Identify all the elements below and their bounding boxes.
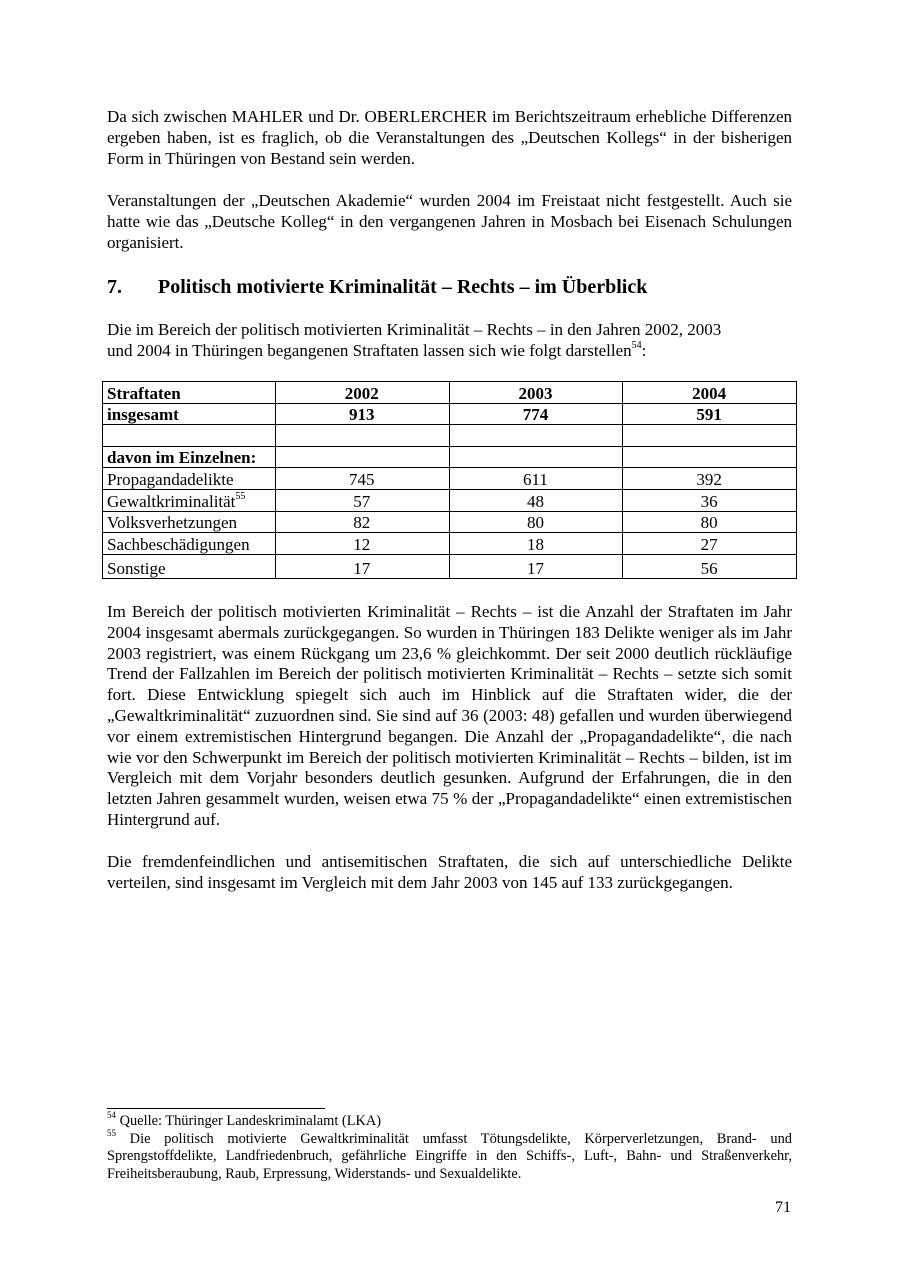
table-row: [103, 533, 797, 555]
table-empty-row: [103, 425, 797, 447]
footnote-number: 55: [107, 1127, 116, 1138]
table-section-row: [103, 446, 797, 468]
value-cell: 18: [449, 533, 623, 555]
table-row: [103, 511, 797, 533]
crime-statistics-table: [102, 381, 797, 579]
empty-cell: [449, 425, 623, 447]
footnote-54: [107, 1110, 792, 1131]
value-cell: 57: [275, 489, 449, 511]
value-cell: 745: [275, 468, 449, 490]
footnotes: [107, 1110, 792, 1183]
section-number: 7.: [107, 276, 122, 298]
table-header-row: [103, 382, 797, 404]
total-cell: 913: [275, 403, 449, 425]
value-cell: 17: [275, 554, 449, 578]
value-cell: 17: [449, 554, 623, 578]
row-label-cell: [103, 554, 276, 578]
row-label-cell: [103, 468, 276, 490]
row-label: Sachbeschädigungen: [107, 534, 250, 554]
value-cell: 36: [623, 489, 797, 511]
header-cell: 2002: [275, 382, 449, 404]
empty-cell: [623, 446, 797, 468]
row-label: Sonstige: [107, 558, 166, 578]
intro-line-2: und 2004 in Thüringen begangenen Straftaten lassen sich wie folgt darstellen: [107, 340, 632, 360]
header-cell: 2004: [623, 382, 797, 404]
row-label-cell: [103, 489, 276, 511]
row-label-cell: [103, 511, 276, 533]
table-row: [103, 489, 797, 511]
table-total-row: [103, 403, 797, 425]
total-cell: 774: [449, 403, 623, 425]
footnote-text: Quelle: Thüringer Landeskriminalamt (LKA): [116, 1113, 382, 1129]
intro-line-end: :: [641, 340, 647, 360]
paragraph-xenophobic: Die fremdenfeindlichen und antisemitischen Straftaten, die sich auf unterschiedliche Delikte verteilen, sind insgesamt im Vergleich mit dem Jahr 2003 von 145 auf 133 zurückgegangen.: [107, 852, 792, 892]
table-row: [103, 554, 797, 578]
value-cell: 56: [623, 554, 797, 578]
header-cell: 2003: [449, 382, 623, 404]
page-number: 71: [775, 1199, 791, 1216]
row-label: Propagandadelikte: [107, 469, 234, 489]
section-label-cell: davon im Einzelnen:: [103, 446, 276, 468]
value-cell: 82: [275, 511, 449, 533]
value-cell: 392: [623, 468, 797, 490]
value-cell: 611: [449, 468, 623, 490]
header-cell: Straftaten: [103, 382, 276, 404]
row-label: Volksverhetzungen: [107, 513, 237, 533]
section-title: Politisch motivierte Kriminalität – Rechts – im Überblick: [158, 276, 648, 298]
empty-cell: [103, 425, 276, 447]
value-cell: 80: [449, 511, 623, 533]
footnote-text: Die politisch motivierte Gewaltkriminalität umfasst Tötungsdelikte, Körperverletzungen, Brand- und Sprengstoffdelikte, Landfriedenbruch, gefährliche Eingriffe in den Schiffs-, Luft-, Bahn- und Straßenverkehr, Freiheitsberaubung, Raub, Erpressung, Widerstands- und Sexualdelikte.: [107, 1130, 792, 1182]
footnote-divider: [107, 1108, 325, 1109]
value-cell: 27: [623, 533, 797, 555]
footnote-55: [107, 1127, 792, 1184]
value-cell: 80: [623, 511, 797, 533]
paragraph-analysis: Im Bereich der politisch motivierten Kriminalität – Rechts – ist die Anzahl der Straftaten im Jahr 2004 insgesamt abermals zurückgegangen. So wurden in Thüringen 183 Delikte weniger als im Jahr 2003 registriert, was einem Rückgang um 23,6 % gleichkommt. Der seit 2000 deutlich rückläufige Trend der Fallzahlen im Bereich der politisch motivierten Kriminalität – Rechts – setzte sich somit fort. Diese Entwicklung spiegelt sich auch im Hinblick auf die Straftaten wider, die der „Gewaltkriminalität“ zuzuordnen sind. Sie sind auf 36 (2003: 48) gefallen und wurden überwiegend vor einem extremistischen Hintergrund begangen. Die Anzahl der „Propagandadelikte“, die nach wie vor den Schwerpunkt im Bereich der politisch motivierten Kriminalität – Rechts – bilden, ist im Vergleich mit dem Vorjahr besonders deutlich gesunken. Aufgrund der Erfahrungen, die in den letzten Jahren gesammelt wurden, weisen etwa 75 % der „Propagandadelikte“ einen extremistischen Hintergrund auf.: [107, 602, 792, 829]
paragraph-kolleg: Da sich zwischen MAHLER und Dr. OBERLERCHER im Berichtszeitraum erhebliche Differenzen ergeben haben, ist es fraglich, ob die Veranstaltungen des „Deutschen Kollegs“ in der bisherigen Form in Thüringen von Bestand sein werden.: [107, 107, 792, 168]
value-cell: 48: [449, 489, 623, 511]
table-row: [103, 468, 797, 490]
empty-cell: [449, 446, 623, 468]
footnote-ref-54[interactable]: 54: [631, 340, 642, 352]
row-label: Gewaltkriminalität: [107, 491, 236, 511]
empty-cell: [275, 446, 449, 468]
intro-line-1: Die im Bereich der politisch motivierten Kriminalität – Rechts – in den Jahren 2002, 2003: [107, 320, 722, 339]
total-label-cell: insgesamt: [103, 403, 276, 425]
empty-cell: [623, 425, 797, 447]
row-label-cell: [103, 533, 276, 555]
total-cell: 591: [623, 403, 797, 425]
footnote-ref-55[interactable]: 55: [235, 490, 246, 502]
empty-cell: [275, 425, 449, 447]
footnote-number: 54: [107, 1110, 116, 1121]
paragraph-table-intro: [107, 320, 792, 362]
value-cell: 12: [275, 533, 449, 555]
paragraph-akademie: Veranstaltungen der „Deutschen Akademie“ wurden 2004 im Freistaat nicht festgestellt. Auch sie hatte wie das „Deutsche Kolleg“ in den vergangenen Jahren in Mosbach bei Eisenach Schulungen organisiert.: [107, 191, 792, 252]
section-heading: [107, 275, 647, 299]
